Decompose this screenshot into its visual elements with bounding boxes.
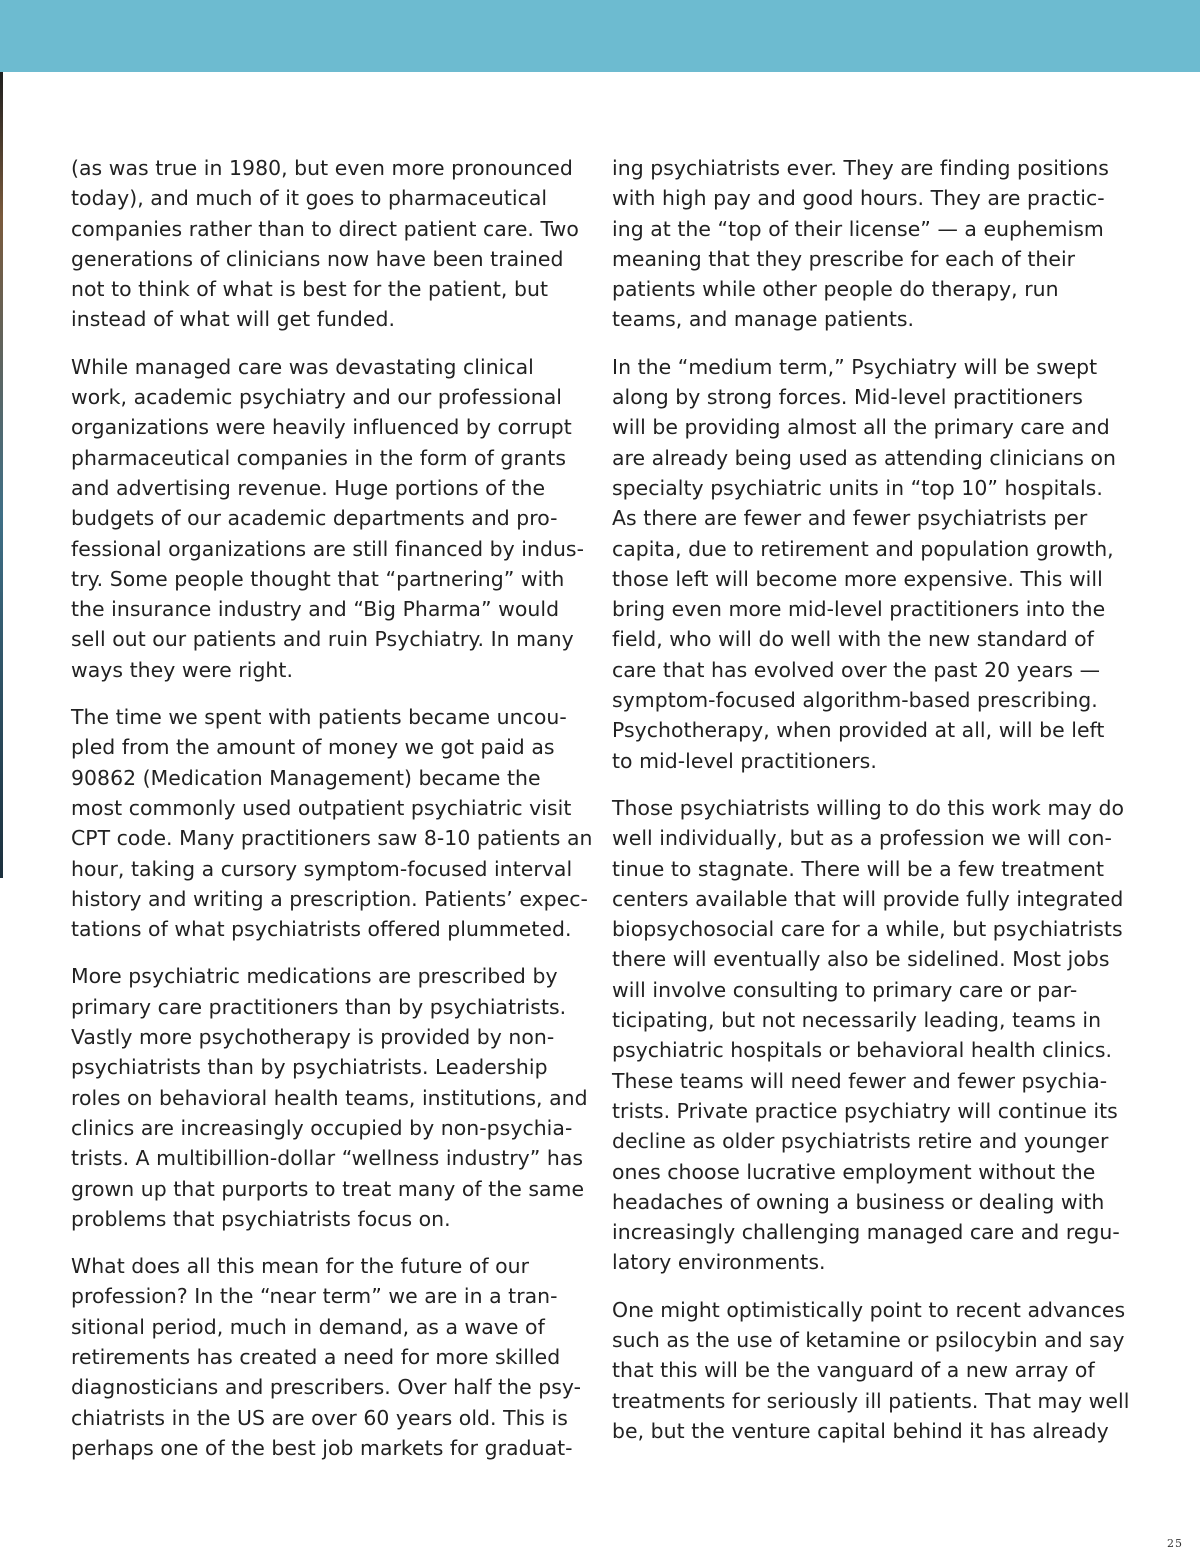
text-line: to mid-level practitioners. bbox=[612, 748, 877, 773]
paragraph bbox=[71, 1251, 601, 1463]
text-line: symptom-focused algorithm-based prescribing. bbox=[612, 688, 1098, 713]
text-line: diagnosticians and prescribers. Over half the psy- bbox=[71, 1375, 582, 1400]
text-line: the insurance industry and “Big Pharma” would bbox=[71, 597, 560, 622]
paragraph bbox=[71, 961, 601, 1234]
text-line: tinue to stagnate. There will be a few treatment bbox=[612, 856, 1105, 881]
text-line: ing at the “top of their license” — a euphemism bbox=[612, 216, 1104, 241]
text-line: perhaps one of the best job markets for graduat- bbox=[71, 1435, 573, 1460]
text-line: such as the use of ketamine or psilocybin and say bbox=[612, 1327, 1125, 1352]
text-line: ing psychiatrists ever. They are finding positions bbox=[612, 156, 1109, 180]
text-line: most commonly used outpatient psychiatric visit bbox=[71, 795, 572, 820]
text-line: companies rather than to direct patient care. Two bbox=[71, 216, 579, 241]
text-line: that this will be the vanguard of a new array of bbox=[612, 1358, 1095, 1383]
text-line: roles on behavioral health teams, institutions, and bbox=[71, 1085, 588, 1110]
text-line: More psychiatric medications are prescribed by bbox=[71, 964, 558, 989]
text-line: sitional period, much in demand, as a wave of bbox=[71, 1314, 545, 1339]
text-line: and advertising revenue. Huge portions of the bbox=[71, 475, 546, 500]
paragraph bbox=[612, 153, 1142, 335]
text-line: profession? In the “near term” we are in a tran- bbox=[71, 1284, 558, 1309]
text-line: problems that psychiatrists focus on. bbox=[71, 1206, 451, 1231]
text-line: Those psychiatrists willing to do this work may do bbox=[612, 795, 1125, 820]
text-line: grown up that purports to treat many of the same bbox=[71, 1176, 585, 1201]
text-line: (as was true in 1980, but even more pronounced bbox=[71, 156, 573, 180]
text-line: While managed care was devastating clinical bbox=[71, 354, 534, 379]
text-line: 90862 (Medication Management) became the bbox=[71, 765, 541, 790]
text-line: What does all this mean for the future of our bbox=[71, 1254, 530, 1279]
paragraph bbox=[612, 793, 1142, 1278]
text-line: history and writing a prescription. Patients’ expec- bbox=[71, 886, 588, 911]
text-line: be, but the venture capital behind it has already bbox=[612, 1418, 1109, 1443]
text-line: centers available that will provide fully integrated bbox=[612, 886, 1124, 911]
text-line: along by strong forces. Mid-level practitioners bbox=[612, 385, 1083, 410]
text-line: patients while other people do therapy, run bbox=[612, 277, 1059, 302]
text-line: The time we spent with patients became uncou- bbox=[71, 705, 567, 730]
text-line: These teams will need fewer and fewer psychia- bbox=[612, 1068, 1108, 1093]
text-line: teams, and manage patients. bbox=[612, 307, 915, 332]
text-line: work, academic psychiatry and our professional bbox=[71, 385, 563, 410]
page-number: 25 bbox=[1167, 1537, 1183, 1550]
text-line: ways they were right. bbox=[71, 657, 293, 682]
text-line: pled from the amount of money we got paid as bbox=[71, 735, 555, 760]
text-line: care that has evolved over the past 20 years — bbox=[612, 657, 1101, 682]
text-line: try. Some people thought that “partnering” with bbox=[71, 566, 565, 591]
text-line: psychiatrists than by psychiatrists. Leadership bbox=[71, 1055, 548, 1080]
text-line: increasingly challenging managed care and regu- bbox=[612, 1220, 1120, 1245]
text-line: organizations were heavily influenced by corrupt bbox=[71, 415, 572, 440]
text-line: Vastly more psychotherapy is provided by non- bbox=[71, 1025, 555, 1050]
paragraph bbox=[71, 153, 601, 335]
text-line: capita, due to retirement and population growth, bbox=[612, 536, 1114, 561]
text-line: As there are fewer and fewer psychiatrists per bbox=[612, 506, 1088, 531]
text-line: biopsychosocial care for a while, but psychiatrists bbox=[612, 917, 1123, 942]
text-line: In the “medium term,” Psychiatry will be swept bbox=[612, 354, 1098, 379]
text-line: ticipating, but not necessarily leading, teams in bbox=[612, 1008, 1102, 1033]
text-line: bring even more mid-level practitioners into the bbox=[612, 597, 1106, 622]
text-line: will involve consulting to primary care or par- bbox=[612, 977, 1078, 1002]
text-line: hour, taking a cursory symptom-focused interval bbox=[71, 856, 573, 881]
text-line: not to think of what is best for the patient, but bbox=[71, 277, 548, 302]
text-line: One might optimistically point to recent advances bbox=[612, 1297, 1126, 1322]
text-line: Psychotherapy, when provided at all, will be left bbox=[612, 718, 1105, 743]
text-line: will be providing almost all the primary care and bbox=[612, 415, 1110, 440]
text-line: with high pay and good hours. They are practic- bbox=[612, 186, 1105, 211]
text-line: trists. Private practice psychiatry will continue its bbox=[612, 1098, 1118, 1123]
left-text-column bbox=[71, 153, 601, 1480]
text-line: latory environments. bbox=[612, 1250, 826, 1275]
text-line: psychiatric hospitals or behavioral health clinics. bbox=[612, 1038, 1113, 1063]
text-line: CPT code. Many practitioners saw 8-10 patients an bbox=[71, 826, 593, 851]
text-line: today), and much of it goes to pharmaceutical bbox=[71, 186, 548, 211]
text-line: sell out our patients and ruin Psychiatry. In many bbox=[71, 627, 574, 652]
text-line: specialty psychiatric units in “top 10” hospitals. bbox=[612, 475, 1103, 500]
text-line: primary care practitioners than by psychiatrists. bbox=[71, 994, 567, 1019]
text-line: well individually, but as a profession we will con- bbox=[612, 826, 1112, 851]
text-line: fessional organizations are still financed by indus- bbox=[71, 536, 585, 561]
text-line: ones choose lucrative employment without the bbox=[612, 1159, 1096, 1184]
text-line: instead of what will get funded. bbox=[71, 307, 396, 332]
paragraph bbox=[612, 352, 1142, 776]
text-line: headaches of owning a business or dealing with bbox=[612, 1189, 1105, 1214]
left-edge-image-strip bbox=[0, 72, 3, 878]
text-line: those left will become more expensive. This will bbox=[612, 566, 1103, 591]
text-line: treatments for seriously ill patients. That may well bbox=[612, 1388, 1130, 1413]
header-color-band bbox=[0, 0, 1200, 72]
text-line: tations of what psychiatrists offered plummeted. bbox=[71, 917, 572, 942]
paragraph bbox=[612, 1295, 1142, 1446]
text-line: chiatrists in the US are over 60 years old. This is bbox=[71, 1405, 568, 1430]
text-line: are already being used as attending clinicians on bbox=[612, 445, 1116, 470]
text-line: budgets of our academic departments and pro- bbox=[71, 506, 558, 531]
paragraph bbox=[71, 352, 601, 685]
paragraph bbox=[71, 702, 601, 944]
text-line: decline as older psychiatrists retire and younger bbox=[612, 1129, 1109, 1154]
text-line: meaning that they prescribe for each of their bbox=[612, 246, 1076, 271]
right-text-column bbox=[612, 153, 1142, 1463]
text-line: pharmaceutical companies in the form of grants bbox=[71, 445, 566, 470]
text-line: retirements has created a need for more skilled bbox=[71, 1344, 561, 1369]
text-line: trists. A multibillion-dollar “wellness industry” has bbox=[71, 1146, 584, 1171]
text-line: field, who will do well with the new standard of bbox=[612, 627, 1094, 652]
text-line: there will eventually also be sidelined. Most jobs bbox=[612, 947, 1110, 972]
text-line: clinics are increasingly occupied by non-psychia- bbox=[71, 1115, 573, 1140]
text-line: generations of clinicians now have been trained bbox=[71, 246, 564, 271]
